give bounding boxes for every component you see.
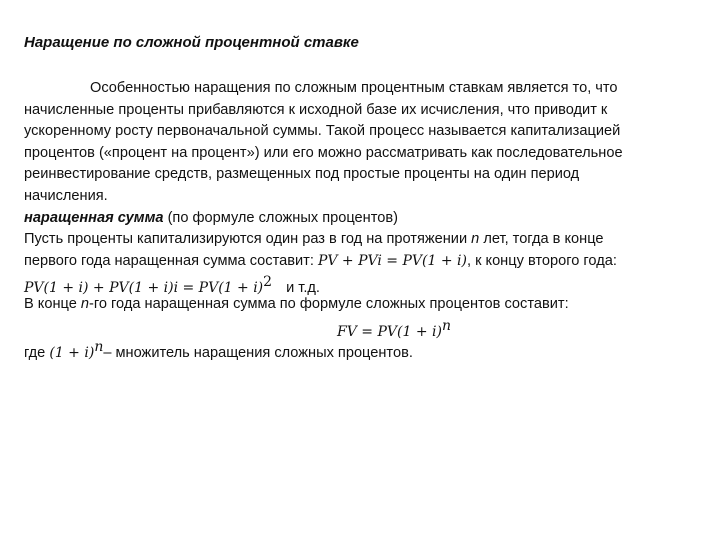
growth-factor-exponent: n [94,339,104,356]
intro-line-2: начисленные проценты прибавляются к исходной базе их исчисления, что приводит к [24,101,608,118]
intro-line-3: ускоренному росту первоначальной суммы. Такой процесс называется капитализацией [24,123,621,140]
variable-n: n [471,231,480,248]
intro-line-1: Особенностью наращения по сложным процентным ставкам является то, что [90,80,618,96]
p2-line-1 [24,229,708,251]
variable-n-2: n [80,295,90,312]
formula-second-year-exponent: 2 [263,274,273,291]
p2-line-6 [24,337,708,359]
term-bold: наращенная сумма [24,209,164,226]
formula-first-year: PV + PVi = PV(1 + i) [317,252,467,269]
intro-line-4: процентов («процент на процент») или его можно рассматривать как последовательное [24,144,623,161]
growth-factor-text: – множитель наращения сложных процентов. [103,344,413,361]
term-line [24,208,708,230]
where-text: где [24,344,50,361]
intro-line-5: реинвестирование средств, размещенных под простые проценты на один период [24,166,580,183]
formula-future-value: FV = PV(1 + i) [337,323,442,340]
slide-body [24,78,708,359]
term-rest: (по формуле сложных процентов) [163,209,398,226]
formula-second-year: PV(1 + i) + PV(1 + i)i = PV(1 + i) [24,280,264,297]
p2-line-1-text-a: Пусть проценты капитализируются один раз в год на протяжении [24,231,472,248]
p2-line-2-text-a: первого года наращенная сумма составит: [24,252,318,269]
etc-text: и т.д. [286,280,320,297]
intro-line-6: начисления. [24,187,108,204]
p2-line-4-text-b: -го года наращенная сумма по формуле сложных процентов составит: [89,295,569,312]
p2-line-4 [24,294,708,316]
p2-line-2 [24,251,708,273]
p2-line-3 [24,272,708,297]
growth-factor: (1 + i) [49,344,95,361]
p2-line-1-text-b: лет, тогда в конце [479,231,604,248]
slide-title: Наращение по сложной процентной ставке [24,34,359,51]
formula-future-value-exponent: n [441,317,451,334]
formula-line [24,316,708,338]
p2-line-2-text-b: , к концу второго года: [466,252,617,269]
p2-line-4-text-a: В конце [24,295,81,312]
